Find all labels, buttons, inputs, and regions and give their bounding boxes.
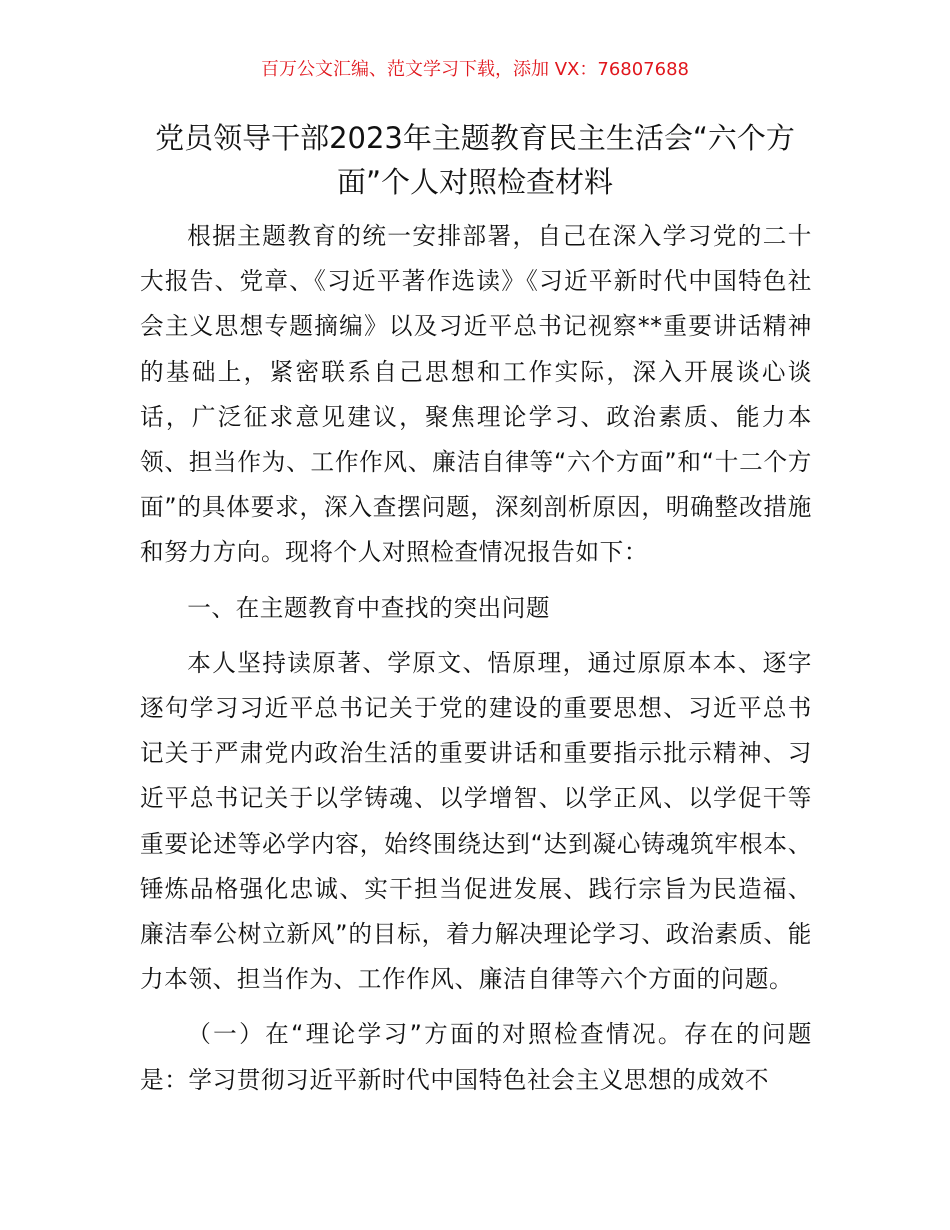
spacer — [140, 1002, 812, 1012]
section-1-paragraph: 本人坚持读原著、学原文、悟原理，通过原原本本、逐字逐句学习习近平总书记关于党的建设的重要思想、习近平总书记关于严肃党内政治生活的重要讲话和重要指示批示精神、习近平总书记关于以学铸魂、以学增智、以学正风、以学促干等重要论述等必学内容，始终围绕达到“达到凝心铸魂筑牢根本、锤炼品格强化忠诚、实干担当促进发展、践行宗旨为民造福、廉洁奉公树立新风”的目标，着力解决理论学习、政治素质、能力本领、担当作为、工作作风、廉洁自律等六个方面的问题。 — [140, 648, 812, 994]
document-body — [140, 214, 812, 1103]
section-heading-1: 一、在主题教育中查找的突出问题 — [187, 593, 551, 622]
document-title: 党员领导干部2023年主题教育民主生活会“六个方面”个人对照检查材料 — [155, 121, 795, 199]
intro-paragraph: 根据主题教育的统一安排部署，自己在深入学习党的二十大报告、党章、《习近平著作选读》《习近平新时代中国特色社会主义思想专题摘编》以及习近平总书记视察**重要讲话精神的基础上，紧密联系自己思想和工作实际，深入开展谈心谈话，广泛征求意见建议，聚焦理论学习、政治素质、能力本领、担当作为、工作作风、廉洁自律等“六个方面”和“十二个方面”的具体要求，深入查摆问题，深刻剖析原因，明确整改措施和努力方向。现将个人对照检查情况报告如下： — [140, 222, 812, 567]
subsection-1-paragraph: （一）在“理论学习”方面的对照检查情况。存在的问题是：学习贯彻习近平新时代中国特色社会主义思想的成效不 — [140, 1020, 812, 1094]
spacer — [140, 576, 812, 586]
spacer — [140, 631, 812, 641]
header-watermark-note: 百万公文汇编、范文学习下载，添加 VX：76807688 — [261, 59, 689, 80]
